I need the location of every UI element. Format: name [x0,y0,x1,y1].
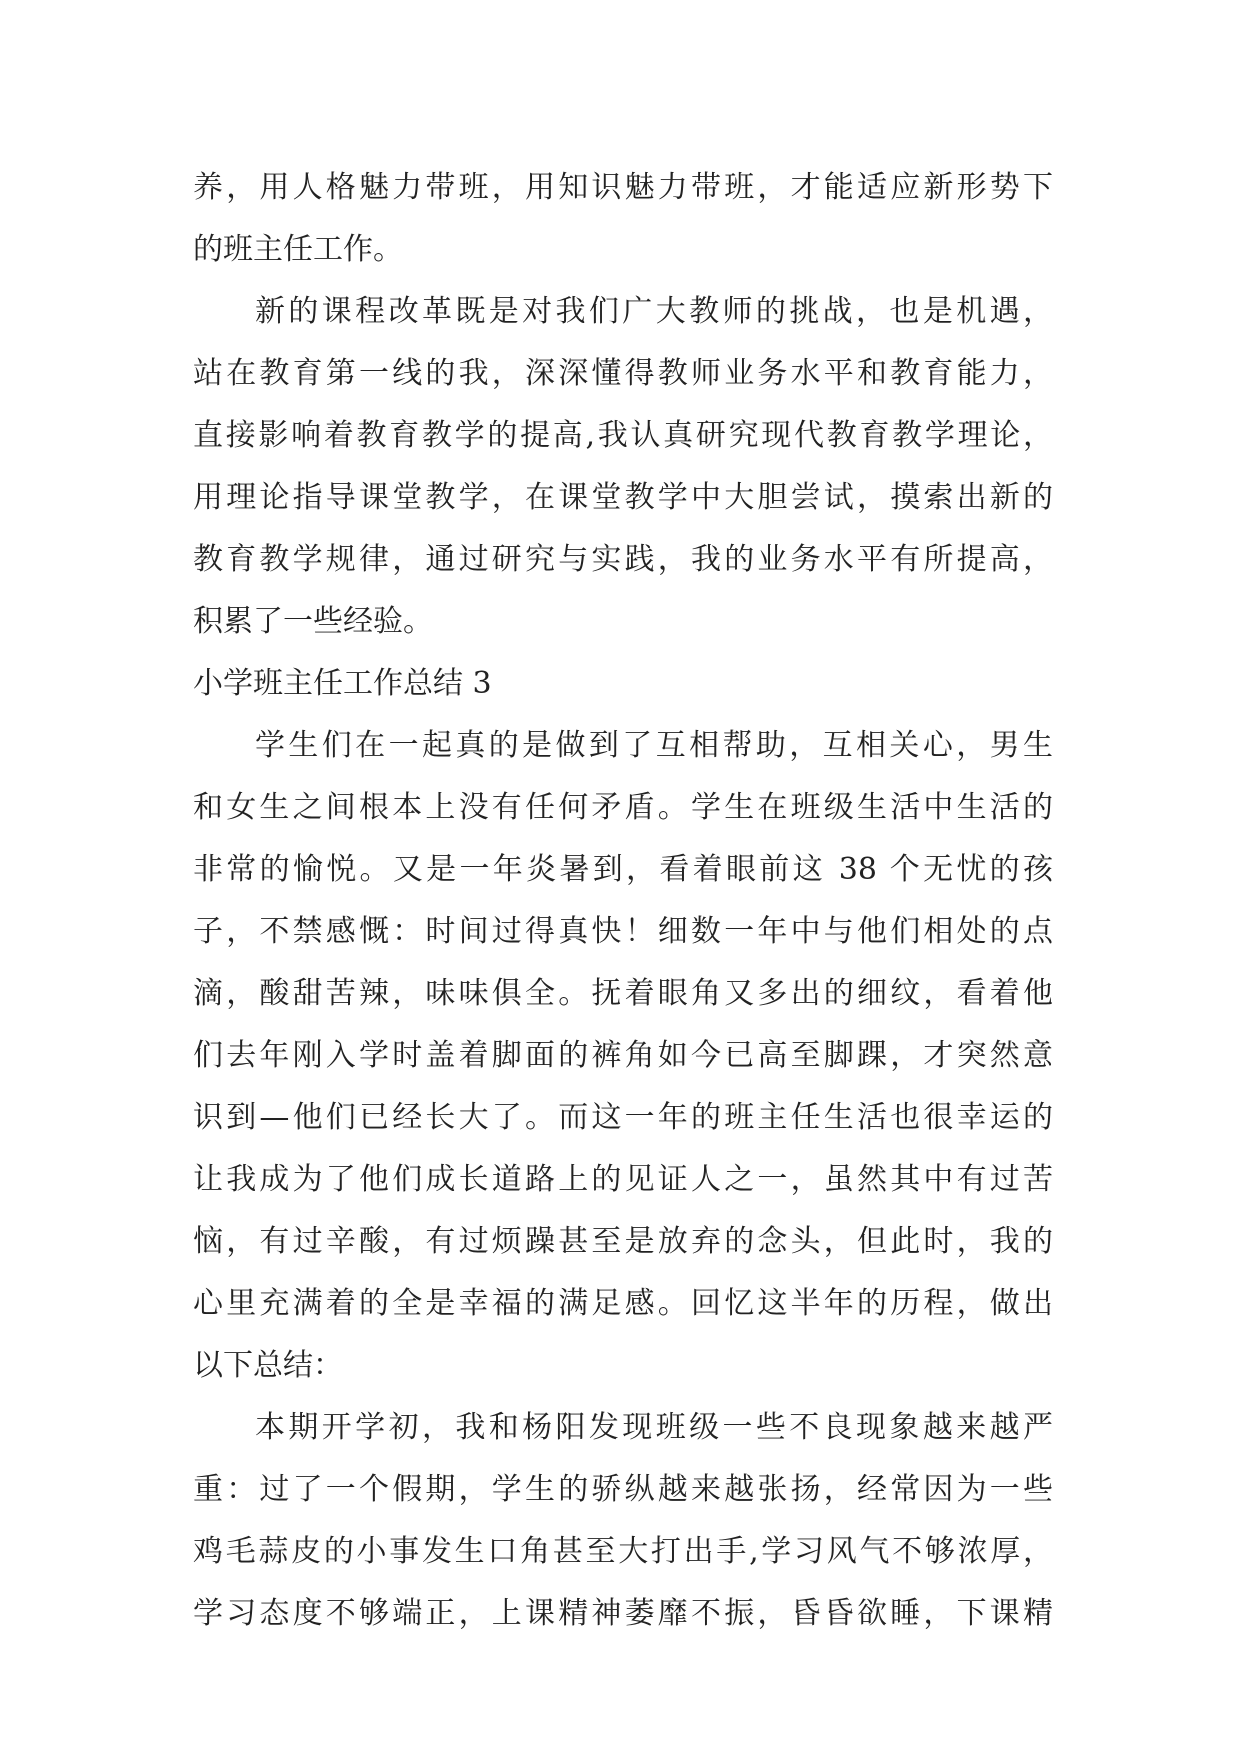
text-line: 重：过了一个假期，学生的骄纵越来越张扬，经常因为一些 [193,1472,1053,1507]
text-line: 子，不禁感慨：时间过得真快！细数一年中与他们相处的点 [193,914,1053,949]
text-line: 鸡毛蒜皮的小事发生口角甚至大打出手,学习风气不够浓厚， [193,1534,1053,1569]
text-line: 心里充满着的全是幸福的满足感。回忆这半年的历程，做出 [193,1286,1053,1321]
document-body [193,157,1053,1645]
text-line: 本期开学初，我和杨阳发现班级一些不良现象越来越严 [255,1410,1053,1445]
text-line: 让我成为了他们成长道路上的见证人之一，虽然其中有过苦 [193,1162,1053,1197]
text-line: 恼，有过辛酸，有过烦躁甚至是放弃的念头，但此时，我的 [193,1224,1053,1259]
section-heading: 小学班主任工作总结 3 [193,666,492,701]
text-line: 非常的愉悦。又是一年炎暑到，看着眼前这 38 个无忧的孩 [193,852,1053,887]
text-line: 滴，酸甜苦辣，味味俱全。抚着眼角又多出的细纹，看着他 [193,976,1053,1011]
text-line: 直接影响着教育教学的提高,我认真研究现代教育教学理论， [193,418,1053,453]
text-line: 和女生之间根本上没有任何矛盾。学生在班级生活中生活的 [193,790,1053,825]
text-line: 识到—他们已经长大了。而这一年的班主任生活也很幸运的 [193,1100,1053,1135]
text-line: 积累了一些经验。 [193,604,433,639]
text-line: 学习态度不够端正，上课精神萎靡不振，昏昏欲睡，下课精 [193,1596,1053,1631]
text-line: 们去年刚入学时盖着脚面的裤角如今已高至脚踝，才突然意 [193,1038,1053,1073]
text-line: 新的课程改革既是对我们广大教师的挑战，也是机遇， [255,294,1053,329]
text-line: 学生们在一起真的是做到了互相帮助，互相关心，男生 [255,728,1053,763]
text-line: 的班主任工作。 [193,232,403,267]
text-line: 教育教学规律，通过研究与实践，我的业务水平有所提高， [193,542,1053,577]
text-line: 养，用人格魅力带班，用知识魅力带班，才能适应新形势下 [193,170,1053,205]
text-line: 以下总结： [193,1348,343,1383]
text-line: 用理论指导课堂教学，在课堂教学中大胆尝试，摸索出新的 [193,480,1053,515]
text-line: 站在教育第一线的我，深深懂得教师业务水平和教育能力， [193,356,1053,391]
